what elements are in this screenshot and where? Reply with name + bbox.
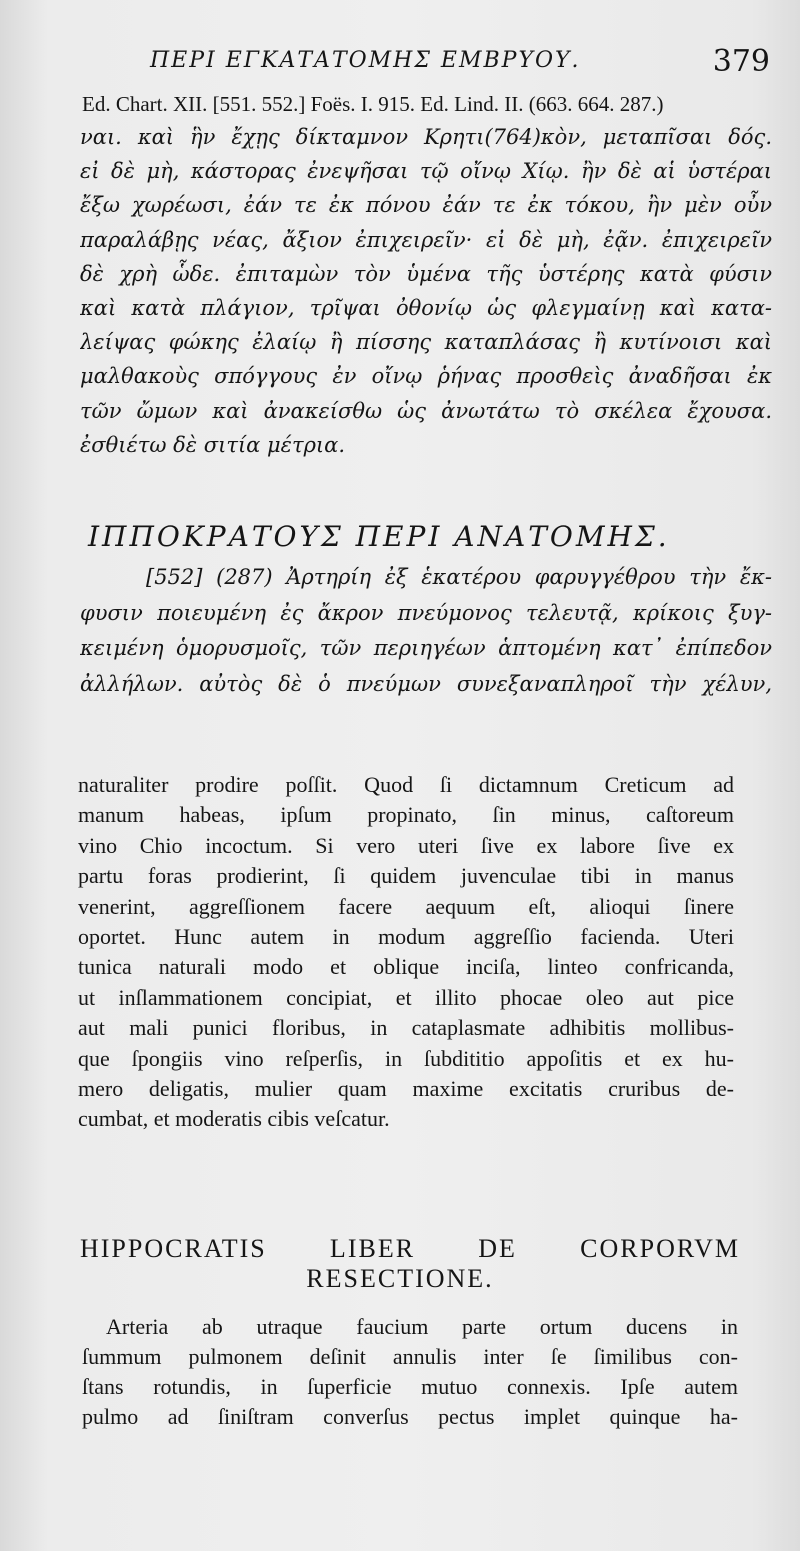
- text-line: μαλθακοὺς σπόγγους ἐν οἴνῳ ῥήνας προσθεὶς ἀναδῆσαι ἐκ: [80, 364, 772, 389]
- page-number: 379: [712, 44, 770, 79]
- edition-reference-line: Ed. Chart. XII. [551. 552.] Foës. I. 915. Ed. Lind. II. (663. 664. 287.): [82, 92, 664, 116]
- text-line: partu foras prodierint, ſi quidem juvenculae tibi in manus: [78, 863, 734, 889]
- text-line: λείψας φώκης ἐλαίῳ ἢ πίσσης καταπλάσας ἢ κυτίνοισι καὶ: [80, 330, 772, 355]
- text-line: ἐσθιέτω δὲ σιτία μέτρια.: [80, 432, 346, 457]
- text-line: ἀλλήλων. αὐτὸς δὲ ὁ πνεύμων συνεξαναπληροῖ τὴν χέλυν,: [80, 671, 772, 696]
- latin-section-title-continued: RESECTIONE.: [306, 1264, 494, 1293]
- text-line: ut inſlammationem concipiat, et illito phocae oleo aut pice: [78, 984, 734, 1010]
- latin-text-block-2: [82, 1312, 738, 1432]
- text-line: vino Chio incoctum. Si vero uteri ſive ex labore ſive ex: [78, 832, 734, 858]
- text-line: ναι. καὶ ἣν ἔχῃς δίκταμνον Κρητι(764)κὸν, μεταπῖσαι δός.: [80, 125, 772, 149]
- greek-text-block-2: [80, 560, 772, 702]
- text-line: δὲ χρὴ ὧδε. ἐπιταμὼν τὸν ὑμένα τῆς ὑστέρης κατὰ φύσιν: [80, 261, 772, 286]
- text-line: ἔξω χωρέωσι, ἐάν τε ἐκ πόνου ἐάν τε ἐκ τόκου, ἢν μὲν οὖν: [80, 193, 772, 218]
- running-head: ΠΕΡΙ ΕΓΚΑΤΑΤΟΜΗΣ ΕΜΒΡΥΟΥ.: [150, 48, 581, 73]
- latin-section-title: HIPPOCRATIS LIBER DE CORPORVM: [80, 1234, 740, 1263]
- text-line: τῶν ὤμων καὶ ἀνακείσθω ὡς ἀνωτάτω τὸ σκέλεα ἔχουσα.: [80, 398, 772, 423]
- text-line: oportet. Hunc autem in modum aggreſſio facienda. Uteri: [78, 924, 734, 950]
- text-line: καὶ κατὰ πλάγιον, τρῖψαι ὀθονίῳ ὡς φλεγμαίνῃ καὶ κατα-: [80, 296, 772, 321]
- text-line: que ſpongiis vino reſperſis, in ſubdititio appoſitis et ex hu-: [78, 1045, 734, 1071]
- text-line: ſtans rotundis, in ſuperficie mutuo connexis. Ipſe autem: [82, 1374, 738, 1399]
- text-line: [552] (287) Ἀρτηρίη ἐξ ἑκατέρου φαρυγγέθρου τὴν ἔκ-: [146, 565, 772, 589]
- page-header: [80, 44, 770, 84]
- text-line: pulmo ad ſiniſtram converſus pectus implet quinque ha-: [82, 1404, 738, 1429]
- latin-text-block: [78, 770, 734, 1135]
- greek-text-block: [80, 120, 772, 462]
- text-line: εἰ δὲ μὴ, κάστορας ἐνεψῆσαι τῷ οἴνῳ Χίῳ. ἢν δὲ αἱ ὑστέραι: [80, 159, 772, 184]
- text-line: mero deligatis, mulier quam maxime excitatis cruribus de-: [78, 1076, 734, 1102]
- text-line: ſummum pulmonem deſinit annulis inter ſe ſimilibus con-: [82, 1344, 738, 1369]
- text-line: cumbat, et moderatis cibis veſcatur.: [78, 1106, 390, 1132]
- text-line: naturaliter prodire poſſit. Quod ſi dictamnum Creticum ad: [78, 772, 734, 797]
- text-line: tunica naturali modo et oblique inciſa, linteo confricanda,: [78, 954, 734, 980]
- text-line: κειμένη ὁμορυσμοῖς, τῶν περιηγέων ἁπτομένη κατ᾽ ἐπίπεδον: [80, 636, 772, 660]
- text-line: aut mali punici floribus, in cataplasmate adhibitis mollibus-: [78, 1015, 734, 1041]
- text-line: παραλάβῃς νέας, ἄξιον ἐπιχειρεῖν· εἰ δὲ μὴ, ἐᾷν. ἐπιχειρεῖν: [80, 227, 772, 252]
- greek-section-title: ΙΠΠΟΚΡΑΤΟΥΣ ΠΕΡΙ ΑΝΑΤΟΜΗΣ.: [88, 520, 670, 553]
- text-line: Arteria ab utraque faucium parte ortum ducens in: [106, 1314, 738, 1339]
- text-line: φυσιν ποιευμένη ἐς ἄκρον πνεύμονος τελευτᾷ, κρίκοις ξυγ-: [80, 600, 772, 625]
- text-line: manum habeas, ipſum propinato, ſin minus, caſtoreum: [78, 802, 734, 828]
- text-line: venerint, aggreſſionem facere aequum eſt, alioqui ſinere: [78, 893, 734, 919]
